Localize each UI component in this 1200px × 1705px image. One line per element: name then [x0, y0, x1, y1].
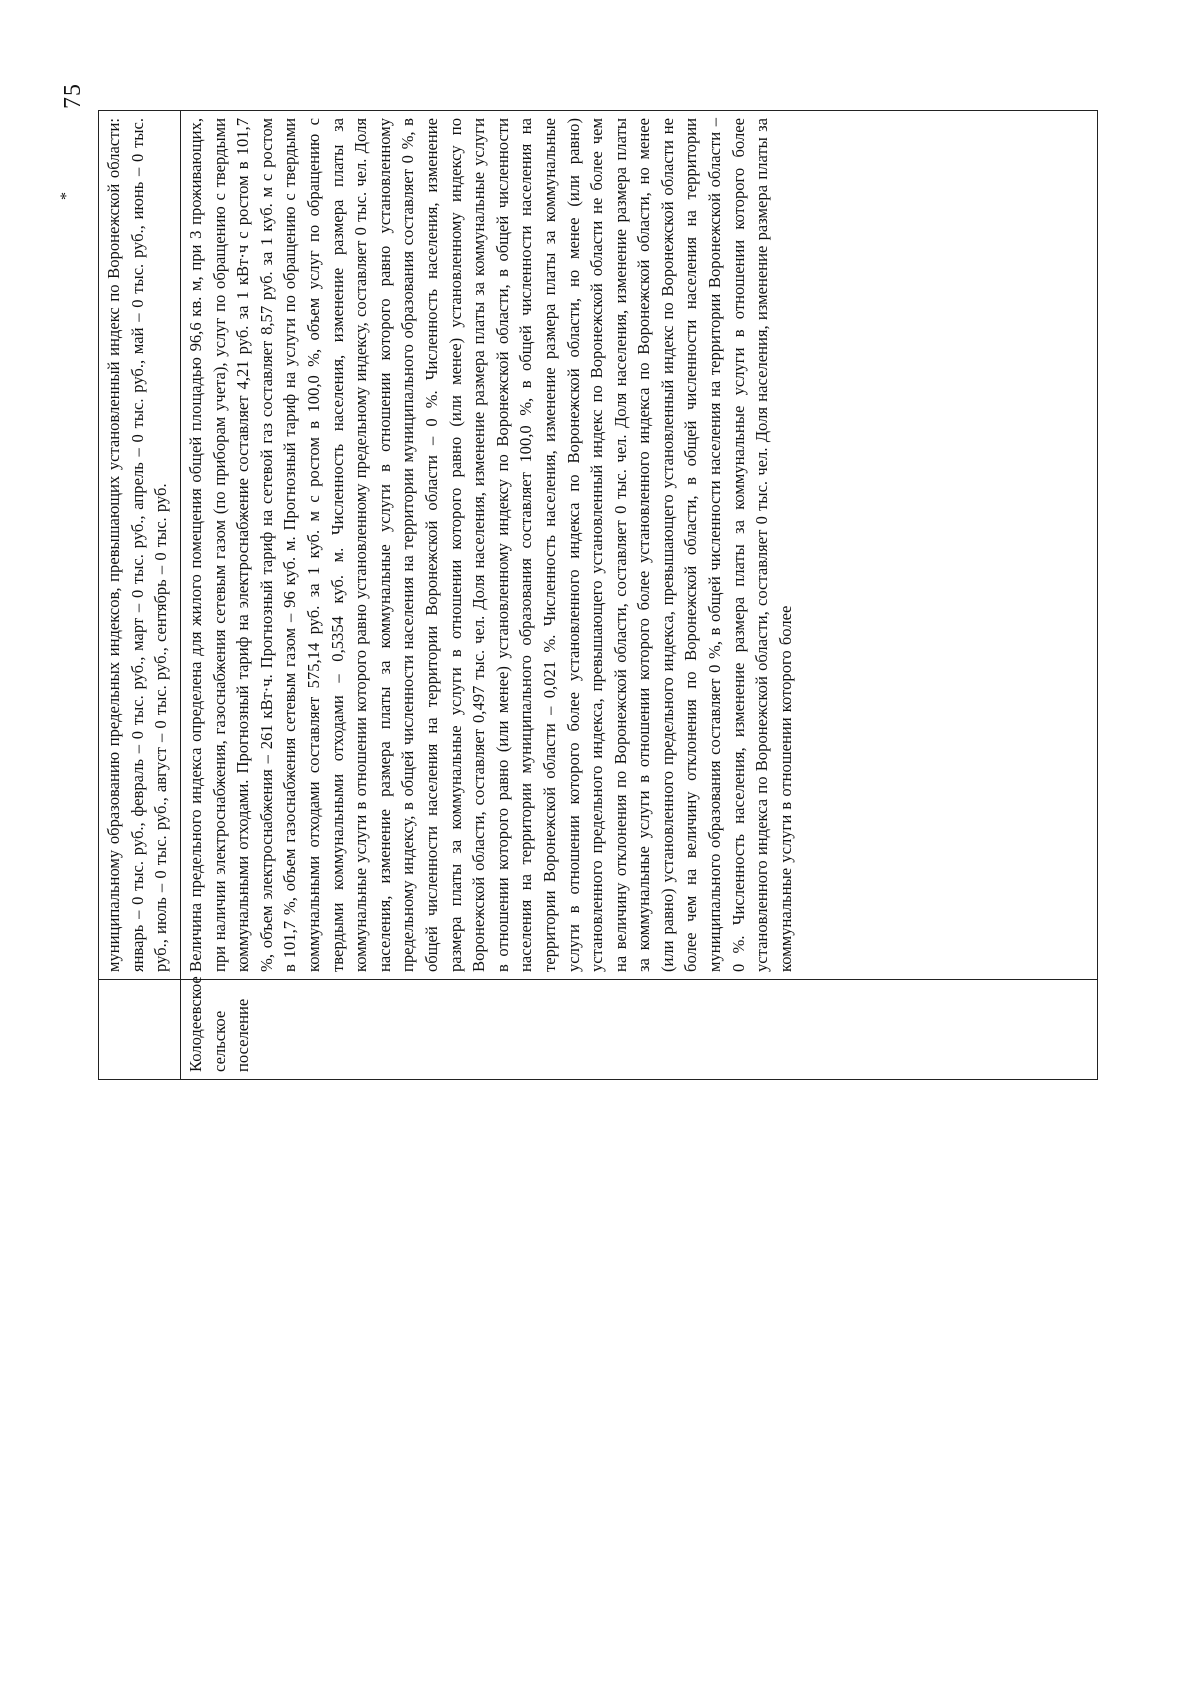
description-text: муниципальному образованию предельных индексов, превышающих установленный индекс по Воронежской области: январь – 0 тыс. руб., февраль – 0 тыс. руб., март – 0 тыс. руб., апрель – 0 тыс. руб., май – 0 тыс. руб., июнь – 0 тыс. руб., июль – 0 тыс. руб., август – 0 тыс. руб., сентябрь – 0 тыс. руб. — [104, 118, 171, 972]
settlement-cell — [181, 976, 1098, 1080]
table-row — [99, 111, 181, 1080]
page-number: 75 — [60, 83, 86, 109]
page-mark: * — [58, 192, 75, 200]
description-cell — [99, 111, 181, 980]
description-text: Величина предельного индекса определена для жилого помещения общей площадью 96,6 кв. м, при 3 проживающих, при наличии электроснабжения, газоснабжения сетевым газом (по приборам учета), услуг по обращению с твердыми коммунальными отходами. Прогнозный тариф на электроснабжение составляет 4,21 руб. за 1 кВт·ч с ростом в 101,7 %, объем электроснабжения – 261 кВт·ч. Прогнозный тариф на сетевой газ составляет 8,57 руб. за 1 куб. м с ростом в 101,7 %, объем газоснабжения сетевым газом – 96 куб. м. Прогнозный тариф на услуги по обращению с твердыми коммунальными отходами составляет 575,14 руб. за 1 куб. м с ростом в 100,0 %, объем услуг по обращению с твердыми коммунальными отходами – 0,5354 куб. м. Численность населения, изменение размера платы за коммунальные услуги в отношении которого равно установленному предельному индексу, составляет 0 тыс. чел. Доля населения, изменение размера платы за коммунальные услуги в отношении которого равно установленному предельному индексу, в общей численности населения на территории муниципального образования составляет 0 %, в общей численности населения на территории Воронежской области – 0 %. Численность населения, изменение размера платы за коммунальные услуги в отношении которого равно (или менее) установленному индексу по Воронежской области, составляет 0,497 тыс. чел. Доля населения, изменение размера платы за коммунальные услуги в отношении которого равно (или менее) установленному индексу по Воронежской области, в общей численности населения на территории муниципального образования составляет 100,0 %, в общей численности населения на территории Воронежской области – 0,021 %. Численность населения, изменение размера платы за коммунальные услуги в отношении которого более установленного индекса по Воронежской области, но менее (или равно) установленного предельного индекса, превышающего установленный индекс по Воронежской области не более чем на величину отклонения по Воронежской области, составляет 0 тыс. чел. Доля населения, изменение размера платы за коммунальные услуги в отношении которого более установленного индекса по Воронежской области, но менее (или равно) установленного предельного индекса, превышающего установленный индекс по Воронежской области не более чем на величину отклонения по Воронежской области, в общей численности населения на территории муниципального образования составляет 0 %, в общей численности населения на территории Воронежской области – 0 %. Численность населения, изменение размера платы за коммунальные услуги в отношении которого более установленного индекса по Воронежской области, составляет 0 тыс. чел. Доля населения, изменение размера платы за коммунальные услуги в отношении которого более — [186, 118, 795, 972]
table-row — [181, 111, 1098, 1080]
description-cell — [181, 111, 1098, 980]
settlement-cell — [99, 980, 181, 1080]
settlement-name: Колодеевское сельское поселение — [186, 976, 253, 1072]
tariff-table — [98, 110, 1098, 1080]
